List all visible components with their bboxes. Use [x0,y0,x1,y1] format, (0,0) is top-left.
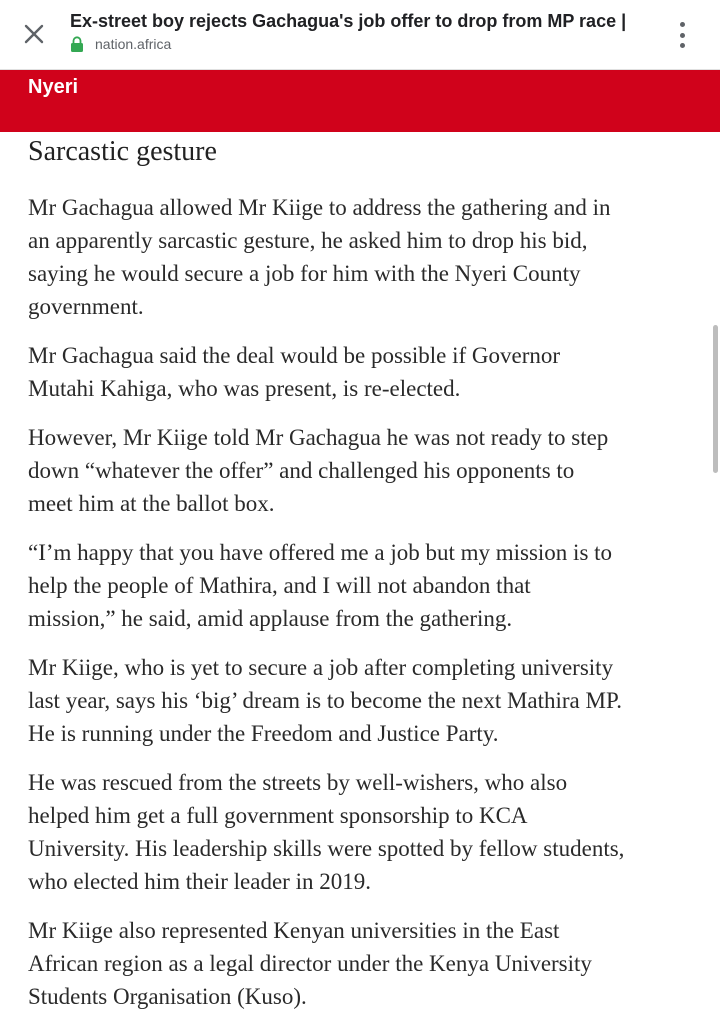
scrollbar-thumb[interactable] [713,325,718,473]
paragraph-line: mission,” he said, amid applause from the gathering. [28,606,513,631]
paragraph-line: Mr Kiige also represented Kenyan universities in the East [28,918,560,943]
section-label[interactable]: Nyeri [28,76,79,98]
menu-dot [680,33,685,38]
url-row [70,35,650,53]
paragraph-line: However, Mr Kiige told Mr Gachagua he was not ready to step [28,425,609,450]
article-subheading: Sarcastic gesture [28,136,217,167]
article-paragraph [28,339,700,405]
menu-dot [680,43,685,48]
article-paragraph [28,914,700,1013]
page-title: Ex-street boy rejects Gachagua's job offer to drop from MP race | [70,11,627,31]
paragraph-line: meet him at the ballot box. [28,491,275,516]
paragraph-line: African region as a legal director under the Kenya University [28,951,592,976]
paragraph-line: last year, says his ‘big’ dream is to become the next Mathira MP. [28,688,622,713]
paragraph-line: Mr Gachagua said the deal would be possible if Governor [28,343,561,368]
toolbar-title-block[interactable] [70,10,650,53]
paragraph-line: an apparently sarcastic gesture, he asked him to drop his bid, [28,228,588,253]
paragraph-line: government. [28,294,144,319]
paragraph-line: saying he would secure a job for him with the Nyeri County [28,261,581,286]
custom-tab-toolbar [0,0,720,70]
paragraph-line: He was rescued from the streets by well-wishers, who also [28,770,568,795]
paragraph-line: Mutahi Kahiga, who was present, is re-elected. [28,376,461,401]
url-text: nation.africa [95,36,172,52]
close-icon[interactable] [20,20,48,48]
paragraph-line: who elected him their leader in 2019. [28,869,371,894]
article-paragraph [28,766,700,898]
paragraph-line: down “whatever the offer” and challenged his opponents to [28,458,575,483]
article-paragraph [28,421,700,520]
article-paragraph [28,191,700,323]
paragraph-line: Students Organisation (Kuso). [28,984,307,1009]
menu-dot [680,22,685,27]
paragraph-line: help the people of Mathira, and I will not abandon that [28,573,531,598]
paragraph-line: “I’m happy that you have offered me a job but my mission is to [28,540,613,565]
lock-icon[interactable] [70,36,84,52]
article-paragraphs [28,191,700,1013]
paragraph-line: Mr Kiige, who is yet to secure a job after completing university [28,655,614,680]
article-paragraph [28,651,700,750]
article-paragraph [28,536,700,635]
paragraph-line: He is running under the Freedom and Justice Party. [28,721,499,746]
more-vert-icon[interactable] [668,18,696,52]
article-body [28,132,700,1013]
paragraph-line: helped him get a full government sponsorship to KCA [28,803,528,828]
section-banner [0,70,720,132]
paragraph-line: University. His leadership skills were spotted by fellow students, [28,836,625,861]
paragraph-line: Mr Gachagua allowed Mr Kiige to address the gathering and in [28,195,611,220]
